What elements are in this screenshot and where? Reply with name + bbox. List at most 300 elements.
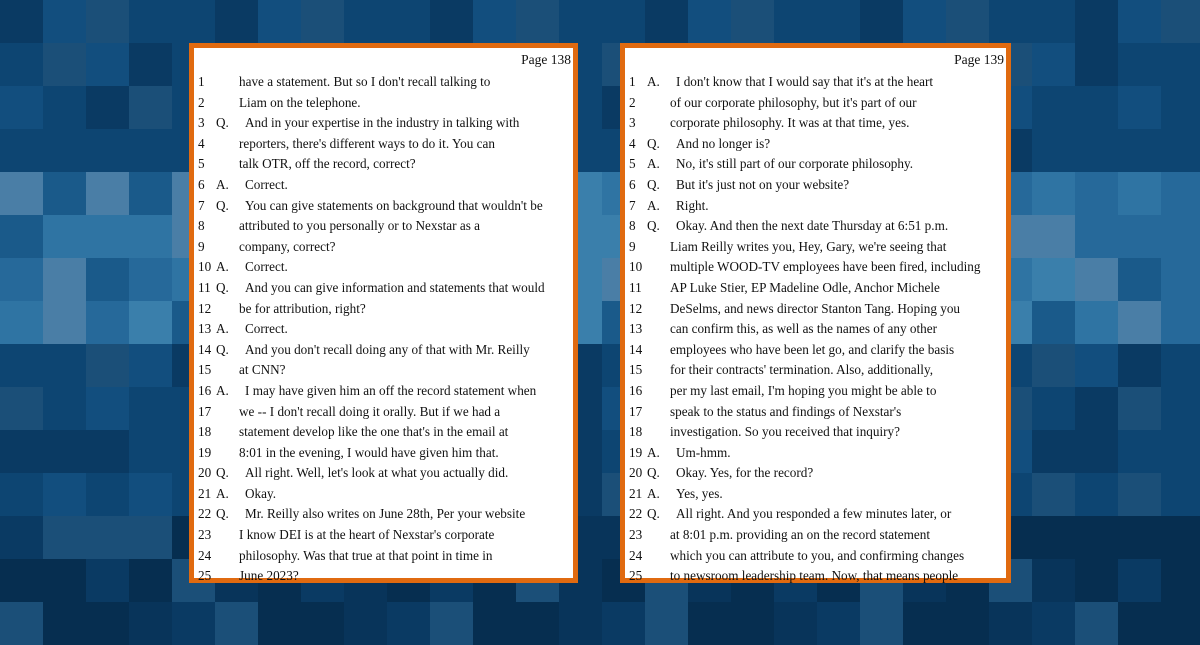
background-tile [602, 0, 645, 43]
transcript-line [194, 237, 573, 258]
background-tile [1118, 516, 1161, 559]
background-tile [43, 215, 86, 258]
line-number: 4 [629, 135, 636, 151]
speaker-label: Q. [216, 279, 229, 295]
background-tile [1075, 516, 1118, 559]
background-tile [1118, 215, 1161, 258]
background-tile [1161, 86, 1200, 129]
background-tile [1075, 172, 1118, 215]
line-number: 12 [198, 300, 212, 316]
line-number: 9 [629, 238, 636, 254]
speaker-label: A. [216, 485, 229, 501]
background-tile [1075, 258, 1118, 301]
background-tile [731, 602, 774, 645]
transcript-line [194, 113, 573, 134]
speaker-label: A. [216, 382, 229, 398]
speaker-label: Q. [647, 465, 660, 481]
background-tile [1032, 473, 1075, 516]
background-tile [1161, 516, 1200, 559]
line-text: But it's just not on your website? [676, 176, 850, 192]
background-tile [43, 43, 86, 86]
background-tile [1161, 258, 1200, 301]
background-tile [344, 602, 387, 645]
transcript-page-139 [620, 43, 1011, 583]
background-tile [1161, 344, 1200, 387]
background-tile [1032, 215, 1075, 258]
background-tile [1161, 602, 1200, 645]
transcript-line [625, 340, 1006, 361]
line-number: 7 [629, 197, 636, 213]
background-tile [1075, 301, 1118, 344]
background-tile [129, 301, 172, 344]
line-number: 22 [198, 506, 212, 522]
transcript-line [625, 196, 1006, 217]
line-text: Liam Reilly writes you, Hey, Gary, we're seeing that [670, 238, 947, 254]
background-tile [43, 301, 86, 344]
background-tile [0, 43, 43, 86]
transcript-line [625, 237, 1006, 258]
transcript-line [625, 463, 1006, 484]
line-text: per my last email, I'm hoping you might be able to [670, 382, 937, 398]
background-tile [1161, 473, 1200, 516]
line-number: 25 [629, 568, 643, 584]
speaker-label: Q. [647, 218, 660, 234]
line-text: You can give statements on background that wouldn't be [245, 197, 543, 213]
background-tile [1075, 473, 1118, 516]
background-tile [129, 129, 172, 172]
transcript-line [194, 504, 573, 525]
background-tile [86, 516, 129, 559]
background-tile [1075, 43, 1118, 86]
background-tile [172, 602, 215, 645]
background-tile [129, 43, 172, 86]
background-tile [86, 473, 129, 516]
background-tile [1161, 129, 1200, 172]
line-number: 6 [629, 176, 636, 192]
background-tile [1032, 430, 1075, 473]
background-tile [0, 258, 43, 301]
line-number: 19 [198, 444, 212, 460]
background-tile [1161, 559, 1200, 602]
background-tile [86, 215, 129, 258]
line-text: can confirm this, as well as the names of any other [670, 321, 937, 337]
line-number: 20 [629, 465, 643, 481]
line-text: Okay. And then the next date Thursday at 6:51 p.m. [676, 218, 949, 234]
line-text: Liam on the telephone. [239, 94, 361, 110]
transcript-line [625, 93, 1006, 114]
background-tile [387, 602, 430, 645]
line-text: of our corporate philosophy, but it's part of our [670, 94, 917, 110]
background-tile [86, 86, 129, 129]
transcript-line [625, 299, 1006, 320]
transcript-line [625, 484, 1006, 505]
background-tile [0, 0, 43, 43]
line-number: 24 [198, 547, 212, 563]
background-tile [0, 559, 43, 602]
background-tile [43, 473, 86, 516]
background-tile [1161, 0, 1200, 43]
speaker-label: A. [216, 259, 229, 275]
line-text: multiple WOOD-TV employees have been fired, including [670, 259, 981, 275]
transcript-line [194, 175, 573, 196]
line-number: 21 [629, 485, 643, 501]
background-tile [860, 0, 903, 43]
background-tile [903, 0, 946, 43]
line-number: 18 [198, 424, 212, 440]
speaker-label: Q. [216, 197, 229, 213]
background-tile [1032, 516, 1075, 559]
background-tile [0, 172, 43, 215]
background-tile [1118, 86, 1161, 129]
transcript-line [194, 463, 573, 484]
speaker-label: A. [647, 444, 660, 460]
background-tile [1032, 301, 1075, 344]
line-number: 19 [629, 444, 643, 460]
background-tile [688, 0, 731, 43]
line-text: And you can give information and statements that would [245, 279, 545, 295]
transcript-line [194, 257, 573, 278]
background-tile [43, 258, 86, 301]
transcript-line [625, 566, 1006, 587]
line-number: 2 [198, 94, 205, 110]
line-text: Right. [676, 197, 709, 213]
speaker-label: A. [647, 156, 660, 172]
background-tile [430, 0, 473, 43]
background-tile [989, 0, 1032, 43]
line-number: 3 [629, 115, 636, 131]
background-tile [86, 43, 129, 86]
line-text: we -- I don't recall doing it orally. But if we had a [239, 403, 501, 419]
transcript-line [625, 525, 1006, 546]
transcript-line [625, 134, 1006, 155]
background-tile [129, 86, 172, 129]
background-tile [129, 559, 172, 602]
speaker-label: A. [216, 321, 229, 337]
line-text: And no longer is? [676, 135, 771, 151]
line-number: 4 [198, 135, 205, 151]
background-tile [1075, 344, 1118, 387]
background-tile [1032, 387, 1075, 430]
transcript-lines [194, 72, 573, 587]
transcript-line [194, 381, 573, 402]
background-tile [129, 430, 172, 473]
line-text: which you can attribute to you, and confirming changes [670, 547, 965, 563]
background-tile [473, 602, 516, 645]
line-number: 11 [198, 279, 211, 295]
transcript-line [194, 525, 573, 546]
line-number: 16 [629, 382, 643, 398]
background-tile [43, 172, 86, 215]
line-text: at CNN? [239, 362, 286, 378]
background-tile [43, 0, 86, 43]
line-text: 8:01 in the evening, I would have given him that. [239, 444, 499, 460]
line-number: 17 [198, 403, 212, 419]
background-tile [1161, 172, 1200, 215]
transcript-line [194, 402, 573, 423]
transcript-line [625, 402, 1006, 423]
background-tile [129, 258, 172, 301]
line-number: 25 [198, 568, 212, 584]
background-tile [1161, 387, 1200, 430]
speaker-label: Q. [216, 341, 229, 357]
background-tile [1118, 559, 1161, 602]
transcript-line [194, 484, 573, 505]
transcript-page-138 [189, 43, 578, 583]
line-text: I don't know that I would say that it's at the heart [676, 74, 934, 89]
transcript-line [625, 504, 1006, 525]
background-tile [1075, 215, 1118, 258]
speaker-label: Q. [647, 506, 660, 522]
background-tile [86, 344, 129, 387]
line-text: Correct. [245, 176, 288, 192]
background-tile [1075, 86, 1118, 129]
background-tile [86, 0, 129, 43]
transcript-line [194, 360, 573, 381]
background-tile [688, 602, 731, 645]
background-tile [946, 602, 989, 645]
line-text: investigation. So you received that inquiry? [670, 424, 900, 440]
line-number: 10 [629, 259, 643, 275]
line-number: 7 [198, 197, 205, 213]
background-tile [1032, 344, 1075, 387]
background-tile [43, 516, 86, 559]
line-number: 18 [629, 424, 643, 440]
background-tile [215, 602, 258, 645]
background-tile [1075, 387, 1118, 430]
transcript-line [625, 257, 1006, 278]
speaker-label: Q. [647, 176, 660, 192]
background-tile [129, 0, 172, 43]
line-text: attributed to you personally or to Nexstar as a [239, 218, 480, 234]
background-tile [1118, 473, 1161, 516]
line-number: 11 [629, 279, 642, 295]
background-tile [559, 0, 602, 43]
background-tile [86, 602, 129, 645]
line-text: for their contracts' termination. Also, additionally, [670, 362, 934, 378]
background-tile [1161, 215, 1200, 258]
transcript-lines [625, 72, 1006, 587]
line-text: company, correct? [239, 238, 336, 254]
line-text: June 2023? [239, 568, 299, 584]
transcript-line [625, 216, 1006, 237]
line-number: 14 [198, 341, 212, 357]
background-tile [1032, 602, 1075, 645]
background-tile [946, 0, 989, 43]
speaker-label: A. [647, 485, 660, 501]
background-tile [817, 0, 860, 43]
line-number: 13 [629, 321, 643, 337]
line-text: Mr. Reilly also writes on June 28th, Per your website [245, 506, 526, 522]
background-tile [645, 602, 688, 645]
speaker-label: Q. [216, 115, 229, 131]
line-number: 6 [198, 176, 205, 192]
background-tile [1032, 559, 1075, 602]
transcript-line [625, 443, 1006, 464]
background-tile [1075, 559, 1118, 602]
transcript-line [194, 154, 573, 175]
transcript-line [625, 319, 1006, 340]
background-tile [1075, 129, 1118, 172]
background-tile [86, 129, 129, 172]
transcript-line [194, 299, 573, 320]
background-tile [43, 602, 86, 645]
background-tile [129, 516, 172, 559]
line-text: philosophy. Was that true at that point in time in [239, 547, 493, 563]
background-tile [258, 602, 301, 645]
line-number: 23 [198, 527, 212, 543]
background-tile [0, 430, 43, 473]
line-number: 22 [629, 506, 643, 522]
background-tile [473, 0, 516, 43]
transcript-line [194, 278, 573, 299]
background-tile [1032, 258, 1075, 301]
background-tile [1075, 0, 1118, 43]
background-tile [43, 344, 86, 387]
background-tile [602, 602, 645, 645]
background-tile [0, 516, 43, 559]
page-number: Page 138 [521, 52, 571, 67]
background-tile [43, 559, 86, 602]
line-number: 8 [629, 218, 636, 234]
line-text: statement develop like the one that's in the email at [239, 424, 509, 440]
line-number: 15 [198, 362, 212, 378]
background-tile [0, 301, 43, 344]
transcript-line [625, 278, 1006, 299]
speaker-label: Q. [216, 506, 229, 522]
line-number: 15 [629, 362, 643, 378]
line-number: 10 [198, 259, 212, 275]
background-tile [860, 602, 903, 645]
transcript-line [194, 443, 573, 464]
line-number: 14 [629, 341, 643, 357]
background-tile [1032, 172, 1075, 215]
speaker-label: Q. [216, 465, 229, 481]
background-tile [731, 0, 774, 43]
background-tile [301, 0, 344, 43]
background-tile [774, 602, 817, 645]
line-text: to newsroom leadership team. Now, that means people [670, 568, 959, 584]
transcript-line [194, 134, 573, 155]
background-tile [344, 0, 387, 43]
line-number: 17 [629, 403, 643, 419]
line-text: Correct. [245, 321, 288, 337]
speaker-label: A. [647, 74, 660, 89]
line-number: 8 [198, 218, 205, 234]
background-tile [774, 0, 817, 43]
background-tile [172, 0, 215, 43]
line-number: 1 [629, 74, 636, 89]
background-tile [86, 387, 129, 430]
background-tile [43, 430, 86, 473]
line-number: 13 [198, 321, 212, 337]
line-text: corporate philosophy. It was at that time, yes. [670, 115, 910, 131]
line-text: be for attribution, right? [239, 300, 366, 316]
background-tile [129, 602, 172, 645]
background-tile [1118, 602, 1161, 645]
line-number: 21 [198, 485, 212, 501]
line-text: No, it's still part of our corporate philosophy. [676, 156, 914, 172]
background-tile [1118, 258, 1161, 301]
line-text: All right. Well, let's look at what you actually did. [245, 465, 509, 481]
background-tile [129, 473, 172, 516]
transcript-line [194, 216, 573, 237]
background-tile [1118, 0, 1161, 43]
line-number: 16 [198, 382, 212, 398]
background-tile [1161, 430, 1200, 473]
line-text: Yes, yes. [676, 485, 723, 501]
background-tile [129, 387, 172, 430]
line-text: And you don't recall doing any of that with Mr. Reilly [245, 341, 530, 357]
transcript-line [194, 566, 573, 587]
background-tile [1118, 387, 1161, 430]
background-tile [43, 86, 86, 129]
background-tile [0, 473, 43, 516]
line-text: at 8:01 p.m. providing an on the record statement [670, 527, 931, 543]
line-number: 20 [198, 465, 212, 481]
background-tile [0, 215, 43, 258]
speaker-label: A. [647, 197, 660, 213]
background-tile [215, 0, 258, 43]
background-tile [0, 86, 43, 129]
line-text: reporters, there's different ways to do it. You can [239, 135, 495, 151]
transcript-line [625, 546, 1006, 567]
background-tile [1118, 344, 1161, 387]
transcript-line [194, 93, 573, 114]
transcript-line [625, 422, 1006, 443]
background-tile [1075, 602, 1118, 645]
line-text: Correct. [245, 259, 288, 275]
line-text: DeSelms, and news director Stanton Tang. Hoping you [670, 300, 961, 316]
background-tile [86, 258, 129, 301]
line-number: 23 [629, 527, 643, 543]
background-tile [516, 602, 559, 645]
background-tile [86, 559, 129, 602]
background-tile [430, 602, 473, 645]
background-tile [1032, 0, 1075, 43]
line-text: All right. And you responded a few minutes later, or [676, 506, 952, 522]
background-tile [989, 602, 1032, 645]
transcript-line [194, 319, 573, 340]
background-tile [1075, 430, 1118, 473]
background-tile [817, 602, 860, 645]
transcript-line [194, 422, 573, 443]
transcript-line [625, 154, 1006, 175]
background-tile [1032, 86, 1075, 129]
background-tile [43, 129, 86, 172]
background-tile [0, 602, 43, 645]
line-number: 2 [629, 94, 636, 110]
background-tile [0, 344, 43, 387]
line-text: I may have given him an off the record statement when [245, 382, 537, 398]
line-text: Um-hmm. [676, 444, 731, 460]
background-tile [0, 387, 43, 430]
transcript-line [625, 381, 1006, 402]
background-tile [1161, 43, 1200, 86]
background-tile [903, 602, 946, 645]
line-text: AP Luke Stier, EP Madeline Odle, Anchor Michele [670, 279, 940, 295]
line-text: And in your expertise in the industry in talking with [245, 115, 520, 131]
line-text: employees who have been let go, and clarify the basis [670, 341, 955, 357]
line-number: 5 [198, 156, 205, 172]
background-tile [1032, 43, 1075, 86]
transcript-line [194, 340, 573, 361]
line-text: Okay. Yes, for the record? [676, 465, 814, 481]
background-tile [129, 172, 172, 215]
background-tile [129, 215, 172, 258]
line-text: talk OTR, off the record, correct? [239, 156, 416, 172]
transcript-line [625, 175, 1006, 196]
line-number: 24 [629, 547, 643, 563]
